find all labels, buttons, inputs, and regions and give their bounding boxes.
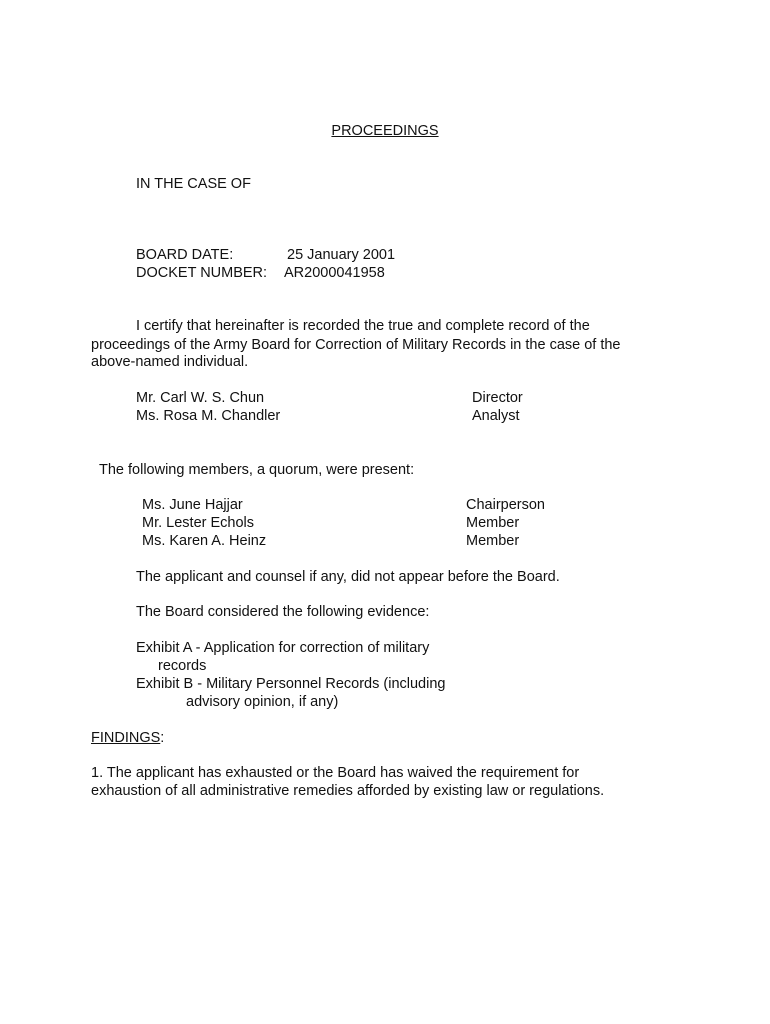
page-title-text: PROCEEDINGS (331, 123, 439, 139)
findings-colon: : (160, 730, 165, 746)
member-role: Member (466, 515, 520, 531)
quorum-text: The following members, a quorum, were present: (99, 462, 415, 478)
finding-1-line-1: 1. The applicant has exhausted or the Board has waived the requirement for (91, 765, 580, 781)
staff-role: Director (472, 390, 523, 406)
certification-line-1: I certify that hereinafter is recorded the true and complete record of the (136, 318, 590, 334)
docket-number-label: DOCKET NUMBER: (136, 265, 268, 281)
board-date-label: BOARD DATE: (136, 247, 234, 263)
staff-name: Ms. Rosa M. Chandler (136, 408, 281, 424)
staff-name: Mr. Carl W. S. Chun (136, 390, 265, 406)
member-role: Chairperson (466, 497, 545, 513)
member-name: Ms. Karen A. Heinz (142, 533, 267, 549)
member-name: Mr. Lester Echols (142, 515, 255, 531)
board-date-value: 25 January 2001 (287, 247, 396, 263)
case-label: IN THE CASE OF (136, 176, 251, 192)
exhibit-b-line-1: Exhibit B - Military Personnel Records (including (136, 676, 446, 692)
page-title (0, 122, 770, 140)
exhibit-b-line-2: advisory opinion, if any) (186, 694, 339, 710)
exhibit-a-line-2: records (158, 658, 207, 674)
appearance-text: The applicant and counsel if any, did not appear before the Board. (136, 569, 560, 585)
member-name: Ms. June Hajjar (142, 497, 243, 513)
docket-number-value: AR2000041958 (284, 265, 385, 281)
findings-heading (91, 729, 164, 747)
findings-label: FINDINGS (91, 730, 161, 746)
evidence-intro: The Board considered the following evidence: (136, 604, 430, 620)
certification-line-3: above-named individual. (91, 354, 249, 370)
exhibit-a-line-1: Exhibit A - Application for correction of military (136, 640, 430, 656)
finding-1-line-2: exhaustion of all administrative remedies afforded by existing law or regulations. (91, 783, 605, 799)
member-role: Member (466, 533, 520, 549)
certification-line-2: proceedings of the Army Board for Correction of Military Records in the case of the (91, 337, 621, 353)
staff-role: Analyst (472, 408, 520, 424)
